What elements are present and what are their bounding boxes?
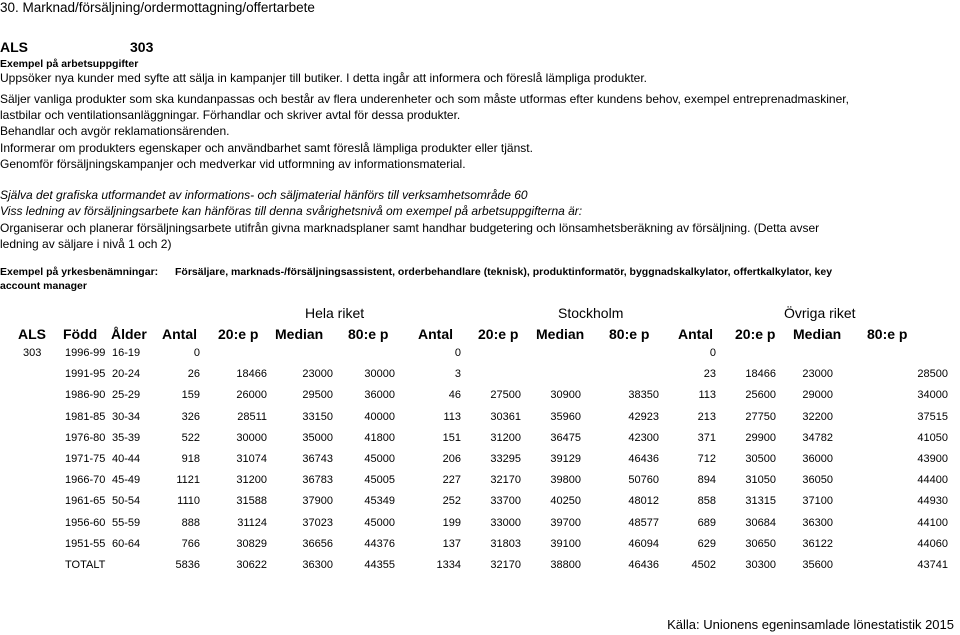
table-cell: 25600: [745, 389, 776, 402]
task-line: Informerar om produkters egenskaper och användbarhet samt föreslå lämpliga produkter eller tjänst.: [0, 141, 533, 155]
column-header: Antal: [678, 326, 713, 342]
table-cell: 31074: [236, 453, 267, 465]
table-cell: 33700: [490, 495, 521, 508]
group-header-ovriga-riket: Övriga riket: [784, 305, 856, 321]
als-label: ALS: [0, 39, 28, 55]
column-header: 80:e p: [348, 326, 389, 342]
table-cell: 30650: [745, 537, 776, 550]
table-cell: 31200: [490, 431, 521, 444]
table-cell: 29900: [745, 431, 776, 444]
table-cell: 39129: [550, 453, 581, 465]
table-cell: 113: [698, 389, 716, 402]
table-cell: 30-34: [112, 410, 141, 423]
table-cell: 37515: [917, 410, 948, 423]
lead-line: Organiserar och planerar försäljningsarbete utifrån givna marknadsplaner samt handhar budgetering och lönsamhetsberäkning av försäljning. (Detta avser: [0, 221, 820, 235]
table-cell: 31200: [236, 474, 267, 487]
table-cell: 30000: [236, 431, 267, 444]
column-header: 20:e p: [478, 326, 519, 342]
als-code: 303: [130, 39, 154, 55]
table-cell: 227: [442, 474, 461, 487]
table-cell: 1951-55: [65, 537, 106, 550]
column-header: Antal: [418, 326, 453, 342]
table-cell: 60-64: [112, 537, 141, 550]
table-cell: 1966-70: [65, 474, 106, 487]
table-cell: 40000: [364, 410, 395, 423]
table-cell: 0: [709, 347, 716, 359]
table-cell: 23000: [802, 368, 833, 381]
table-cell: 894: [697, 474, 716, 487]
page-heading: 30. Marknad/försäljning/ordermottagning/offertarbete: [0, 0, 315, 15]
table-cell: 1956-60: [65, 516, 106, 529]
table-cell: 689: [697, 516, 716, 529]
table-cell: 46436: [628, 559, 659, 571]
table-cell: 46: [448, 389, 461, 402]
column-header: Median: [536, 326, 585, 342]
table-cell: 35600: [802, 559, 833, 571]
table-cell: 37900: [302, 495, 333, 508]
table-cell: 29000: [802, 389, 833, 402]
table-cell: 5836: [175, 559, 200, 571]
table-cell: 30900: [550, 389, 581, 402]
table-cell: 30000: [364, 368, 395, 381]
table-cell: 44930: [917, 495, 948, 508]
table-cell: 712: [697, 453, 716, 465]
table-cell: 1121: [176, 474, 200, 487]
table-cell: 33000: [490, 516, 521, 529]
table-cell: 252: [442, 495, 461, 508]
table-cell: 40250: [550, 495, 581, 508]
table-cell: 27750: [745, 410, 776, 423]
table-cell: 1996-99: [65, 347, 106, 359]
table-cell: 213: [697, 410, 716, 423]
titles-label: [0, 265, 168, 293]
table-cell: 32170: [490, 474, 521, 487]
table-cell: 44100: [917, 516, 948, 529]
table-cell: TOTALT: [65, 559, 106, 571]
table-cell: 37100: [802, 495, 833, 508]
table-cell: 45005: [364, 474, 395, 487]
group-header-stockholm: Stockholm: [558, 305, 624, 321]
table-cell: 30500: [745, 453, 776, 465]
column-header: 20:e p: [735, 326, 776, 342]
column-header: Median: [275, 326, 324, 342]
table-cell: 36300: [802, 516, 833, 529]
table-cell: 18466: [745, 368, 776, 381]
lead-line: ledning av säljare i nivå 1 och 2): [0, 237, 172, 251]
table-cell: 41800: [364, 431, 395, 444]
table-cell: 37023: [302, 516, 333, 529]
table-cell: 26: [187, 368, 200, 381]
table-cell: 151: [442, 431, 461, 444]
table-cell: 23: [703, 368, 716, 381]
table-cell: 1976-80: [65, 431, 106, 444]
table-cell: 36475: [550, 431, 581, 444]
table-cell: 44060: [917, 537, 948, 550]
table-cell: 50-54: [112, 495, 141, 508]
table-cell: 39100: [550, 537, 581, 550]
table-cell: 23000: [302, 368, 333, 381]
table-cell: 36300: [302, 559, 333, 571]
group-header-hela-riket: Hela riket: [305, 305, 365, 321]
column-header: 80:e p: [867, 326, 908, 342]
table-cell: 39800: [550, 474, 581, 487]
task-line: Säljer vanliga produkter som ska kundanpassas och består av flera underenheter och som måste utformas efter kundens behov, exempel entreprenadmaskiner,: [0, 92, 849, 106]
column-header: Antal: [162, 326, 197, 342]
table-cell: 42300: [628, 431, 659, 444]
table-cell: 1971-75: [65, 453, 106, 465]
table-cell: 27500: [490, 389, 521, 402]
italic-note: Viss ledning av försäljningsarbete kan hänföras till denna svårighetsnivå om exempel på arbetsuppgifterna är:: [0, 204, 583, 218]
column-header: Ålder: [111, 326, 147, 342]
table-cell: 1986-90: [65, 389, 106, 402]
table-cell: 44400: [917, 474, 948, 487]
table-cell: 858: [697, 495, 716, 508]
table-cell: 629: [697, 537, 716, 550]
titles-value: Försäljare, marknads-/försäljningsassistent, orderbehandlare (teknisk), produktinformatör, byggnadskalkylator, offertkalkylator, key: [175, 266, 833, 278]
table-cell: 206: [442, 453, 461, 465]
table-cell: 29500: [302, 389, 333, 402]
table-cell: 44376: [364, 537, 395, 550]
table-cell: 28500: [917, 368, 948, 381]
table-cell: 18466: [236, 368, 267, 381]
table-cell: 34000: [917, 389, 948, 402]
table-cell: 918: [181, 453, 200, 465]
table-cell: 3: [454, 368, 461, 381]
table-cell: 1991-95: [65, 368, 106, 381]
table-cell: 31588: [236, 495, 267, 508]
column-header: 20:e p: [218, 326, 259, 342]
table-cell: 36743: [302, 453, 333, 465]
table-cell: 1961-65: [65, 495, 106, 508]
table-cell: 1981-85: [65, 410, 106, 423]
table-cell: 522: [181, 431, 200, 444]
table-cell: 26000: [236, 389, 267, 402]
table-cell: 36000: [364, 389, 395, 402]
table-cell: 40-44: [112, 453, 141, 465]
table-cell: 0: [193, 347, 200, 359]
table-cell: 46436: [628, 453, 659, 465]
task-line: lastbilar och ventilationsanläggningar. Förhandlar och skriver avtal för dessa produkter.: [0, 108, 461, 122]
table-cell: 45349: [364, 495, 395, 508]
table-cell: 30300: [745, 559, 776, 571]
table-cell: 30684: [745, 516, 776, 529]
tasks-heading: Exempel på arbetsuppgifter: [0, 58, 139, 70]
titles-label-continuation: account manager: [0, 280, 87, 292]
table-cell: 199: [442, 516, 461, 529]
task-line: Behandlar och avgör reklamationsärenden.: [0, 124, 230, 138]
table-cell: 41050: [917, 431, 948, 444]
table-cell: 303: [23, 347, 42, 359]
column-header: Född: [63, 326, 98, 342]
italic-note: Själva det grafiska utformandet av informations- och säljmaterial hänförs till verksamhetsområde 60: [0, 188, 528, 202]
column-header: Median: [793, 326, 842, 342]
table-cell: 38800: [550, 559, 581, 571]
table-cell: 25-29: [112, 389, 141, 402]
table-cell: 38350: [628, 389, 659, 402]
table-cell: 20-24: [112, 368, 141, 381]
als-line: [0, 39, 154, 55]
table-cell: 48577: [628, 516, 659, 529]
table-cell: 32170: [490, 559, 521, 571]
table-cell: 326: [181, 410, 200, 423]
titles-label-text: Exempel på yrkesbenämningar:: [0, 266, 159, 278]
table-cell: 34782: [802, 431, 833, 444]
table-cell: 137: [442, 537, 461, 550]
table-cell: 55-59: [112, 516, 141, 529]
column-header: ALS: [18, 326, 46, 342]
table-cell: 45-49: [112, 474, 141, 487]
table-cell: 45000: [364, 516, 395, 529]
table-cell: 35-39: [112, 431, 141, 444]
table-cell: 33150: [302, 410, 333, 423]
table-cell: 32200: [802, 410, 833, 423]
table-cell: 46094: [628, 537, 659, 550]
table-cell: 31124: [237, 516, 267, 529]
table-cell: 43900: [917, 453, 948, 465]
table-cell: 1110: [177, 495, 200, 508]
task-line: Genomför försäljningskampanjer och medverkar vid utformning av informationsmaterial.: [0, 157, 466, 171]
table-cell: 30829: [236, 537, 267, 550]
table-cell: 30622: [236, 559, 267, 571]
table-cell: 31050: [745, 474, 776, 487]
table-cell: 4502: [691, 559, 716, 571]
table-cell: 33295: [490, 453, 521, 465]
table-cell: 28511: [237, 410, 267, 423]
table-cell: 35000: [302, 431, 333, 444]
table-cell: 44355: [364, 559, 395, 571]
table-cell: 42923: [628, 410, 659, 423]
task-line: Uppsöker nya kunder med syfte att sälja in kampanjer till butiker. I detta ingår att informera och föreslå lämpliga produkter.: [0, 71, 647, 85]
table-cell: 888: [181, 516, 200, 529]
table-cell: 48012: [628, 495, 659, 508]
table-cell: 31315: [745, 495, 776, 508]
table-cell: 35960: [550, 410, 581, 423]
table-cell: 31803: [490, 537, 521, 550]
table-cell: 43741: [917, 559, 948, 571]
table-cell: 159: [181, 389, 200, 402]
table-cell: 30361: [490, 410, 521, 423]
table-cell: 371: [697, 431, 716, 444]
table-cell: 45000: [364, 453, 395, 465]
table-cell: 0: [454, 347, 461, 359]
table-cell: 16-19: [112, 347, 141, 359]
table-cell: 113: [443, 410, 461, 423]
table-cell: 50760: [628, 474, 659, 487]
table-cell: 36050: [802, 474, 833, 487]
source-note: Källa: Unionens egeninsamlade lönestatistik 2015: [667, 617, 954, 632]
table-cell: 766: [181, 537, 200, 550]
table-cell: 36122: [802, 537, 833, 550]
column-header: 80:e p: [609, 326, 650, 342]
table-cell: 36656: [302, 537, 333, 550]
table-cell: 1334: [436, 559, 461, 571]
table-cell: 36000: [802, 453, 833, 465]
table-cell: 36783: [302, 474, 333, 487]
table-cell: 39700: [550, 516, 581, 529]
